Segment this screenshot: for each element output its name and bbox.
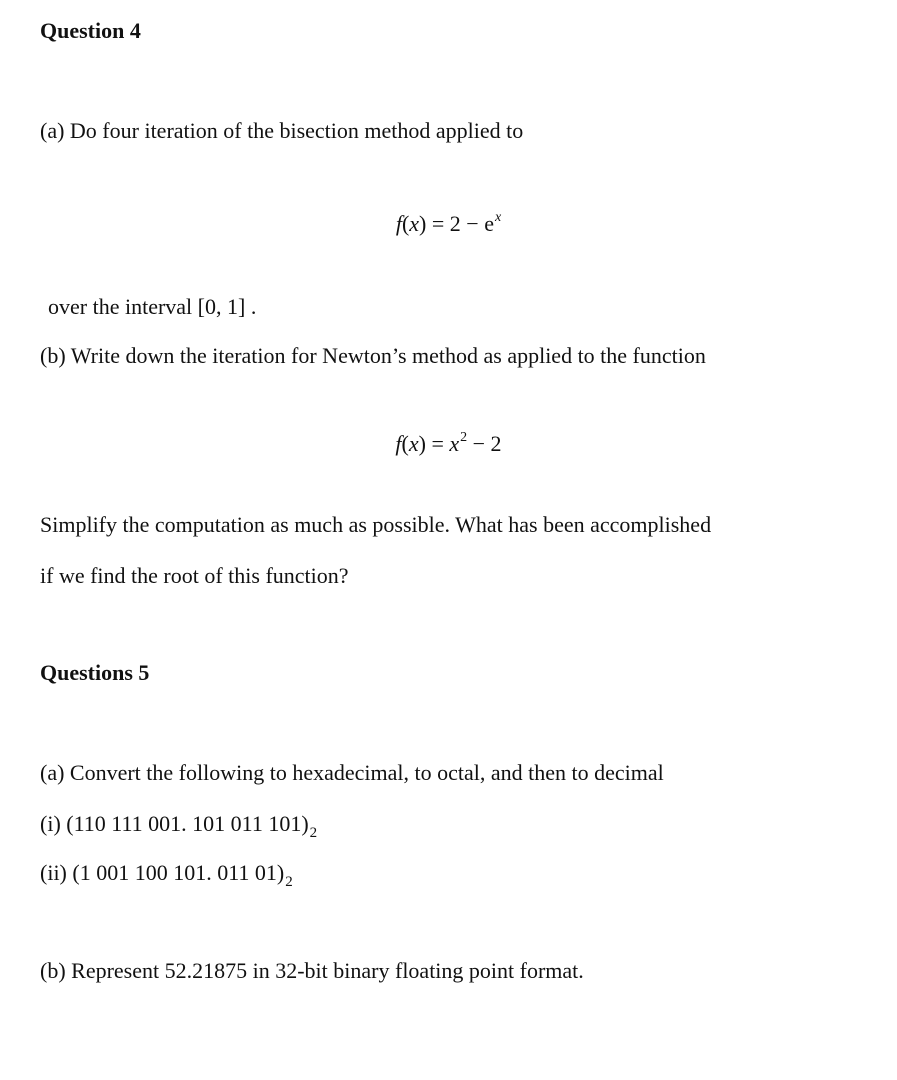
q4-simplify-line-1: Simplify the computation as much as possible. What has been accomplished <box>40 512 712 537</box>
q4-part-b-text: (b) Write down the iteration for Newton’s method as applied to the function <box>40 343 706 368</box>
q5-item-i-number: (i) (110 111 001. 101 011 101) <box>40 811 309 836</box>
eq-a-func: f <box>395 211 402 236</box>
q5-part-a-text: (a) Convert the following to hexadecimal, to octal, and then to decimal <box>40 760 664 785</box>
eq-a-var: x <box>409 211 420 236</box>
eq-b-tail: − 2 <box>467 431 502 456</box>
eq-a-rest: ) = 2 − e <box>419 211 494 236</box>
q4-part-b-equation <box>0 430 897 457</box>
q5-item-i-base: 2 <box>309 825 318 841</box>
q5-item-ii <box>40 862 293 890</box>
q5-part-b-text: (b) Represent 52.21875 in 32-bit binary floating point format. <box>40 958 584 983</box>
eq-b-var2: x <box>449 431 460 456</box>
question-5-heading: Questions 5 <box>40 660 150 685</box>
q5-item-i <box>40 813 317 841</box>
eq-a-open: ( <box>401 211 410 236</box>
question-4-heading: Question 4 <box>40 18 141 43</box>
q4-part-a-text: (a) Do four iteration of the bisection method applied to <box>40 118 524 143</box>
q4-interval-text: over the interval [0, 1] . <box>48 294 257 319</box>
q5-item-ii-base: 2 <box>285 874 293 890</box>
eq-b-var: x <box>408 431 419 456</box>
eq-b-func: f <box>395 431 402 456</box>
eq-b-exponent: 2 <box>460 430 468 445</box>
eq-b-open: ( <box>401 431 409 456</box>
eq-a-exponent: x <box>494 210 502 225</box>
q4-simplify-line-2: if we find the root of this function? <box>40 563 349 588</box>
eq-b-mid: ) = <box>418 431 450 456</box>
q4-part-a-equation <box>0 210 897 237</box>
q5-item-ii-number: (ii) (1 001 100 101. 011 01) <box>40 860 285 885</box>
